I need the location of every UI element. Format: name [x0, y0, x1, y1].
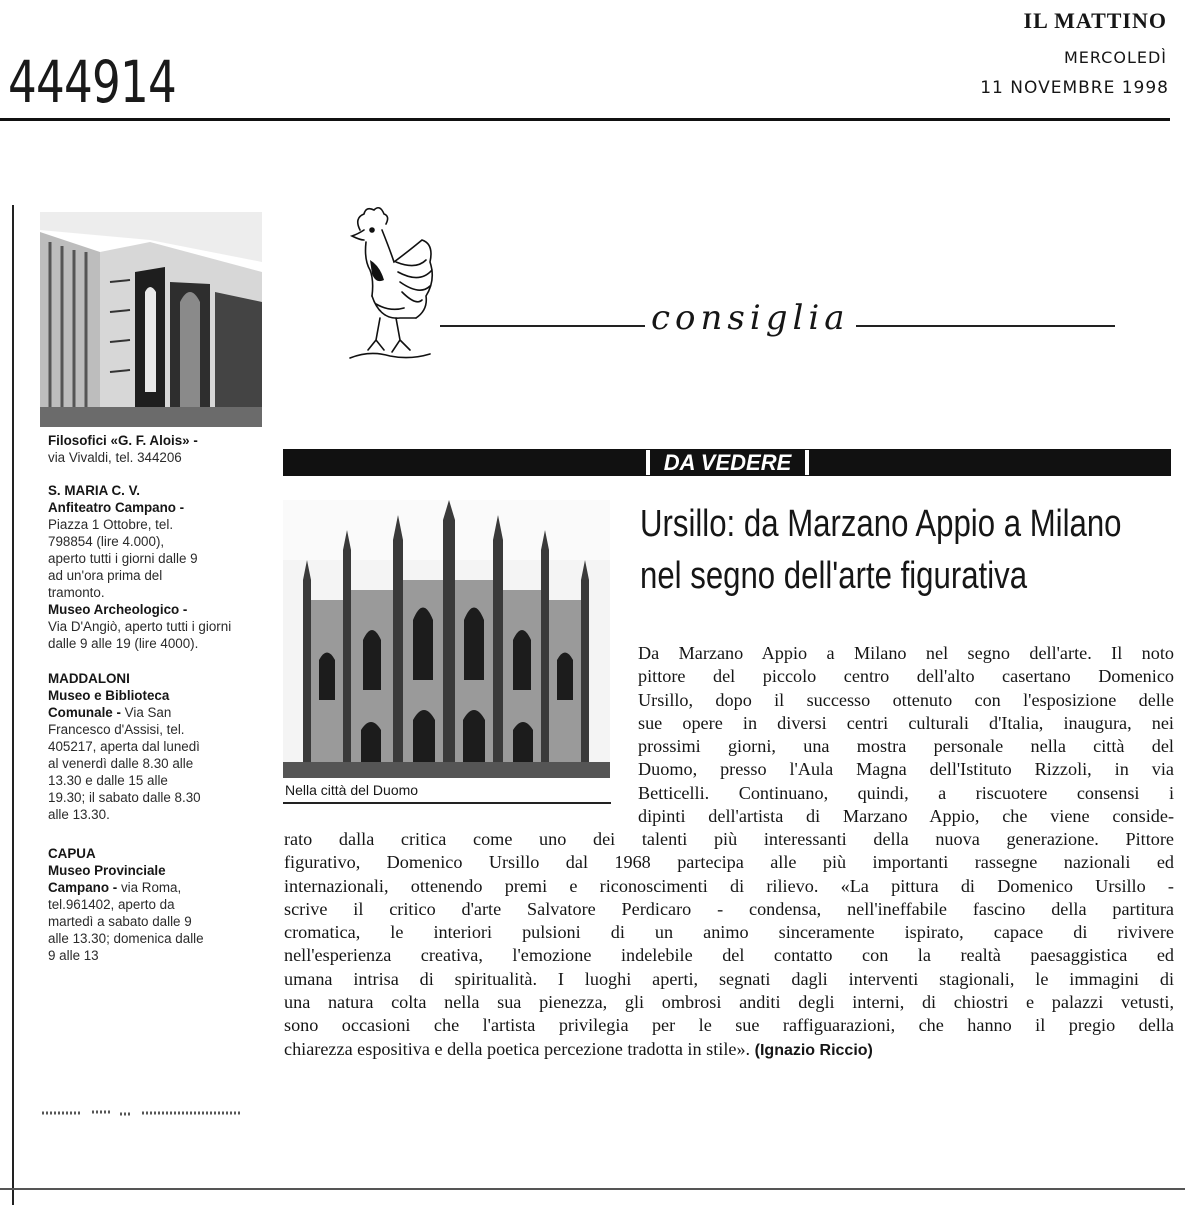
- body-line: Duomo, presso l'Aula Magna dell'Istituto Rizzoli, in via: [638, 759, 1174, 780]
- sidebar-entry: [48, 670, 263, 823]
- byline: (Ignazio Riccio): [754, 1041, 873, 1059]
- museum-info: 13.30 e dalle 15 alle: [48, 773, 168, 788]
- duomo-photo: [283, 500, 610, 778]
- museum-info: alle 13.30; domenica dalle: [48, 931, 204, 946]
- museum-info: tel.961402, aperto da: [48, 897, 175, 912]
- body-line: Da Marzano Appio a Milano nel segno dell'arte. Il noto: [638, 643, 1174, 663]
- museum-info: Via D'Angiò, aperto tutti i giorni: [48, 619, 232, 634]
- museum-info: alle 13.30.: [48, 807, 110, 822]
- body-line: scrive il critico d'arte Salvatore Perdicaro - condensa, nell'ineffabile fascino della partitura: [284, 898, 1174, 919]
- body-line: Betticelli. Continuano, quindi, a riscuotere consensi i: [638, 782, 1174, 803]
- print-noise: [42, 1108, 242, 1118]
- museum-info: dalle 9 alle 19 (lire 4000).: [48, 636, 199, 651]
- city-heading: S. MARIA C. V.: [48, 483, 141, 498]
- museum-info: aperto tutti i giorni dalle 9: [48, 551, 198, 566]
- sidebar-building-photo: [40, 212, 262, 427]
- rubric-title: consiglia: [645, 298, 856, 338]
- museum-info: via Roma,: [120, 880, 182, 895]
- footer-rule: [0, 1188, 1185, 1190]
- article-headline: [640, 498, 1122, 602]
- header-rule: [0, 118, 1170, 121]
- clip-number: 444914: [8, 48, 177, 116]
- section-label-text: DA VEDERE: [646, 450, 810, 475]
- museum-name: Anfiteatro Campano -: [48, 500, 185, 515]
- body-line: sue opere in diversi centri culturali d'Italia, inaugura, nei: [638, 712, 1174, 733]
- headline-line: nel segno dell'arte figurativa: [640, 555, 1028, 597]
- museum-info: 405217, aperta dal lunedì: [48, 739, 200, 754]
- sidebar-entry: [48, 845, 263, 964]
- body-line: prossimi giorni, una mostra personale nella città del: [638, 736, 1174, 757]
- museum-info: Via San: [124, 705, 172, 720]
- sidebar-museum-list: [48, 432, 263, 980]
- headline-line: Ursillo: da Marzano Appio a Milano: [640, 503, 1122, 545]
- article-body-bottom: [284, 828, 1174, 1062]
- body-line: Ursillo, dopo il successo ottenuto con l'esposizione delle: [638, 689, 1174, 710]
- body-line: sono occasioni che l'artista privilegia per le sue raffiguarazioni, che hanno il pregio della: [284, 1015, 1174, 1036]
- body-line: cromatica, le interiori pulsioni di un animo sinceramente ispirato, capace di rivivere: [284, 922, 1174, 943]
- sidebar-entry: [48, 482, 263, 652]
- museum-name: Museo Archeologico -: [48, 602, 188, 617]
- museum-info: tramonto.: [48, 585, 105, 600]
- body-line: nell'esperienza creativa, l'emozione indelebile del contatto con la realtà paesaggistica ed: [284, 945, 1174, 966]
- publication-date: 11 NOVEMBRE 1998: [980, 78, 1169, 98]
- body-line: pittore del piccolo centro dell'alto casertano Domenico: [638, 666, 1174, 687]
- city-heading: CAPUA: [48, 846, 96, 861]
- body-line: chiarezza espositiva e della poetica percezione tradotta in stile».: [284, 1038, 751, 1059]
- section-label: [285, 449, 1170, 476]
- museum-info: 19.30; il sabato dalle 8.30: [48, 790, 201, 805]
- body-line: figurativo, Domenico Ursillo dal 1968 partecipa alle più importanti rassegne nazionali ed: [284, 852, 1174, 873]
- museum-info: al venerdì dalle 8.30 alle: [48, 756, 194, 771]
- city-heading: MADDALONI: [48, 671, 130, 686]
- museum-name: Filosofici «G. F. Alois» -: [48, 433, 198, 448]
- museum-name: Museo Provinciale: [48, 863, 166, 878]
- caption-rule: [283, 802, 611, 804]
- article-body-top: [638, 642, 1174, 828]
- museum-info: Piazza 1 Ottobre, tel.: [48, 517, 174, 532]
- newspaper-name: IL MATTINO: [1023, 8, 1167, 33]
- body-line: rato dalla critica come uno dei talenti più interessanti della nuova generazione. Pittore: [284, 829, 1174, 849]
- museum-info: ad un'ora prima del: [48, 568, 163, 583]
- rooster-icon: [330, 200, 440, 375]
- body-line: umana intrisa di spiritualità. I luoghi aperti, segnati dagli interventi stagionali, le immagini di: [284, 968, 1174, 989]
- museum-info: martedì a sabato dalle 9: [48, 914, 192, 929]
- photo-caption: Nella città del Duomo: [285, 782, 419, 798]
- body-line: internazionali, ottenendo premi e riconoscimenti di rilievo. «La pittura di Domenico Ursillo -: [284, 875, 1174, 896]
- museum-info: via Vivaldi, tel. 344206: [48, 450, 182, 465]
- museum-info: 9 alle 13: [48, 948, 99, 963]
- museum-info: 798854 (lire 4.000),: [48, 534, 165, 549]
- publication-day: MERCOLEDÌ: [1063, 48, 1167, 67]
- body-line: una natura colta nella sua pienezza, gli ombrosi anditi degli interni, di chiostri e palazzi vetusti,: [284, 992, 1174, 1013]
- museum-name: Campano -: [48, 880, 118, 895]
- body-line: dipinti dell'artista di Marzano Appio, che viene conside-: [638, 806, 1174, 827]
- sidebar-entry: [48, 432, 263, 466]
- museum-name: Comunale -: [48, 705, 121, 720]
- body-line-last: [284, 1038, 1174, 1062]
- museum-name: Museo e Biblioteca: [48, 688, 170, 703]
- museum-info: Francesco d'Assisi, tel.: [48, 722, 185, 737]
